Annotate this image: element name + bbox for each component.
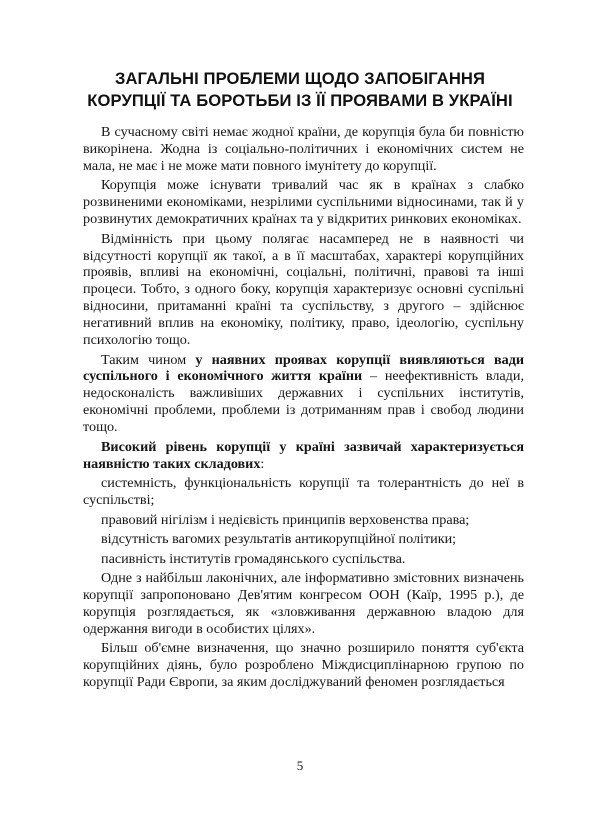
paragraph-7: Більш об'ємне визначення, що значно розширило поняття суб'єкта корупційних діянь, було розроблено Міждисциплінарною групою по корупції Ради Європи, за яким досліджуваний феномен розглядається	[83, 640, 524, 691]
paragraph-1: В сучасному світі немає жодної країни, де корупція була би повністю викорінена. Жодна із соціально-політичних і економічних систем не мала, не має і не може мати повного імунітету до корупції.	[83, 124, 524, 174]
paragraph-4-lead: Таким чином	[101, 351, 196, 368]
paragraph-3: Відмінність при цьому полягає насамперед не в наявності чи відсутності корупції як такої, а в її масштабах, характері корупційних проявів, впливі на економічні, соціальні, політичні, правові та інші процеси. Тобто, з одного боку, корупція характеризує основні суспільні відносини, притаманні країні та суспільству, з другого – здійснює негативний вплив на економіку, політику, право, ідеологію, суспільну психологію тощо.	[83, 230, 524, 349]
list-item	[83, 475, 524, 509]
page-title	[60, 68, 540, 112]
list-item	[83, 531, 524, 548]
paragraph-5-emphasis: Високий рівень корупції у країні зазвичай характеризується наявністю таких складових	[83, 438, 524, 472]
paragraph-4	[83, 352, 524, 437]
list-item-text: відсутність вагомих результатів антикорупційної політики;	[101, 531, 457, 547]
paragraph-2: Корупція може існувати тривалий час як в країнах з слабко розвиненими економіками, незрілими суспільними відносинами, так й у розвинутих демократичних країнах та у відкритих ринкових економіках.	[83, 177, 524, 228]
list-item-text: пасивність інститутів громадянського суспільства.	[101, 550, 406, 567]
list-item-text: системність, функціональність корупції та толерантність до неї в суспільстві;	[83, 475, 524, 508]
title-line-2: КОРУПЦІЇ ТА БОРОТЬБИ ІЗ ЇЇ ПРОЯВАМИ В УКРАЇНІ	[87, 91, 513, 110]
paragraph-4-rest: – неефективність влади, недосконалість важливіших державних і суспільних інститутів, економічні проблеми, проблеми із дотриманням прав і свобод людини тощо.	[83, 368, 524, 436]
list-item	[83, 551, 524, 568]
paragraph-5	[83, 439, 524, 473]
list-item	[83, 512, 524, 529]
paragraph-5-colon: :	[260, 455, 265, 472]
list-item-text: правовий нігілізм і недієвість принципів верховенства права;	[101, 511, 470, 528]
title-line-1: ЗАГАЛЬНІ ПРОБЛЕМИ ЩОДО ЗАПОБІГАННЯ	[114, 69, 486, 88]
body-text	[83, 124, 524, 694]
paragraph-6: Одне з найбільш лаконічних, але інформативно змістовних визначень корупції запропоновано Дев'ятим конгресом ООН (Каїр, 1995 р.), де корупція розглядається, як «зловживання державною владою для одержання вигоди в особистих цілях».	[83, 570, 524, 637]
paragraph-4-emphasis: у наявних проявах корупції виявляються вади суспільного і економічного життя країни	[83, 351, 525, 385]
page-number: 5	[296, 758, 304, 773]
